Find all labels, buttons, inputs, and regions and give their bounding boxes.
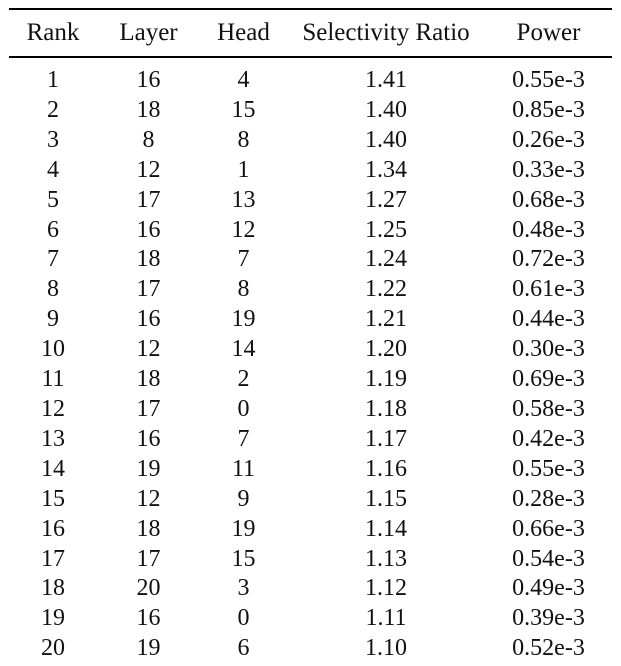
header-power: Power [516,19,581,46]
table-row [9,96,612,126]
cell-selectivity-ratio: 1.13 [365,545,407,572]
header-head: Head [217,19,270,46]
attention-head-table [9,0,612,664]
header-row [9,0,612,66]
cell-power: 0.58e-3 [512,395,585,422]
cell-layer: 16 [136,216,161,243]
cell-selectivity-ratio: 1.41 [365,67,407,93]
header-layer: Layer [119,19,178,46]
cell-layer: 16 [136,605,161,632]
cell-selectivity-ratio: 1.20 [365,336,407,363]
cell-rank: 18 [41,575,65,602]
cell-power: 0.68e-3 [512,186,585,213]
cell-head: 4 [237,67,250,93]
cell-head: 19 [231,515,256,542]
cell-head: 7 [237,425,250,452]
cell-selectivity-ratio: 1.25 [365,216,407,243]
cell-layer: 12 [136,485,161,512]
cell-head: 0 [237,395,250,422]
cell-rank: 16 [41,515,65,542]
cell-head: 0 [237,605,250,632]
cell-selectivity-ratio: 1.17 [365,425,407,452]
cell-layer: 16 [136,67,161,93]
cell-layer: 12 [136,156,161,183]
cell-layer: 18 [136,246,161,273]
cell-power: 0.48e-3 [512,216,585,243]
table-row [9,425,612,455]
table-row [9,335,612,365]
cell-selectivity-ratio: 1.40 [365,96,407,123]
cell-rank: 14 [41,455,65,482]
cell-selectivity-ratio: 1.18 [365,395,407,422]
cell-layer: 17 [136,395,161,422]
cell-layer: 16 [136,425,161,452]
cell-head: 7 [237,246,250,273]
cell-power: 0.26e-3 [512,126,585,153]
cell-power: 0.69e-3 [512,366,585,393]
table-row [9,515,612,545]
table-row [9,395,612,425]
cell-rank: 6 [47,216,59,243]
cell-selectivity-ratio: 1.14 [365,515,407,542]
cell-rank: 9 [47,306,59,333]
cell-power: 0.61e-3 [512,276,585,303]
table-row [9,275,612,305]
cell-power: 0.33e-3 [512,156,585,183]
cell-layer: 16 [136,306,161,333]
cell-power: 0.55e-3 [512,455,585,482]
header-selectivity-ratio: Selectivity Ratio [302,19,470,46]
table-row [9,365,612,395]
cell-selectivity-ratio: 1.19 [365,366,407,393]
table-header [9,0,612,66]
cell-rank: 11 [41,366,65,393]
cell-layer: 17 [136,545,161,572]
cell-layer: 19 [136,635,161,662]
table-row [9,604,612,634]
cell-power: 0.39e-3 [512,605,585,632]
cell-head: 8 [237,276,250,303]
cell-head: 15 [231,96,256,123]
cell-selectivity-ratio: 1.16 [365,455,407,482]
cell-rank: 3 [47,126,59,153]
cell-head: 2 [237,366,250,393]
table-row [9,305,612,335]
cell-rank: 1 [47,67,59,93]
cell-power: 0.44e-3 [512,306,585,333]
cell-power: 0.55e-3 [512,67,585,93]
cell-layer: 19 [136,455,161,482]
cell-head: 19 [231,306,256,333]
cell-head: 9 [237,485,250,512]
cell-rank: 2 [47,96,59,123]
table-row [9,156,612,186]
cell-rank: 10 [41,336,65,363]
cell-layer: 8 [142,126,155,153]
cell-head: 14 [231,336,256,363]
cell-head: 15 [231,545,256,572]
cell-rank: 8 [47,276,59,303]
cell-head: 1 [237,156,250,183]
cell-layer: 17 [136,276,161,303]
cell-rank: 13 [41,425,65,452]
cell-power: 0.66e-3 [512,515,585,542]
table-row [9,545,612,575]
cell-rank: 4 [47,156,59,183]
cell-power: 0.30e-3 [512,336,585,363]
table-body [9,66,612,664]
table-row [9,186,612,216]
cell-selectivity-ratio: 1.34 [365,156,407,183]
cell-selectivity-ratio: 1.40 [365,126,407,153]
cell-rank: 20 [41,635,65,662]
table-row [9,216,612,246]
table-row [9,66,612,96]
cell-selectivity-ratio: 1.21 [365,306,407,333]
cell-power: 0.54e-3 [512,545,585,572]
cell-head: 12 [231,216,256,243]
table-row [9,455,612,485]
cell-layer: 12 [136,336,161,363]
cell-power: 0.42e-3 [512,425,585,452]
cell-head: 13 [231,186,256,213]
cell-layer: 18 [136,515,161,542]
cell-power: 0.52e-3 [512,635,585,662]
cell-rank: 19 [41,605,65,632]
cell-layer: 20 [136,575,161,602]
cell-layer: 18 [136,366,161,393]
cell-power: 0.28e-3 [512,485,585,512]
table-row [9,634,612,664]
cell-layer: 18 [136,96,161,123]
cell-head: 11 [231,455,256,482]
cell-power: 0.85e-3 [512,96,585,123]
cell-selectivity-ratio: 1.15 [365,485,407,512]
cell-head: 8 [237,126,250,153]
cell-rank: 5 [47,186,59,213]
table-row [9,245,612,275]
cell-rank: 15 [41,485,65,512]
cell-selectivity-ratio: 1.22 [365,276,407,303]
cell-rank: 7 [47,246,59,273]
cell-selectivity-ratio: 1.24 [365,246,407,273]
cell-selectivity-ratio: 1.12 [365,575,407,602]
header-rank: Rank [26,19,80,46]
cell-head: 3 [237,575,250,602]
table-row [9,126,612,156]
cell-selectivity-ratio: 1.11 [365,605,407,632]
cell-power: 0.49e-3 [512,575,585,602]
cell-layer: 17 [136,186,161,213]
cell-power: 0.72e-3 [512,246,585,273]
cell-rank: 12 [41,395,65,422]
cell-selectivity-ratio: 1.10 [365,635,407,662]
table-row [9,485,612,515]
cell-rank: 17 [41,545,65,572]
table-row [9,574,612,604]
cell-head: 6 [237,635,250,662]
cell-selectivity-ratio: 1.27 [365,186,407,213]
